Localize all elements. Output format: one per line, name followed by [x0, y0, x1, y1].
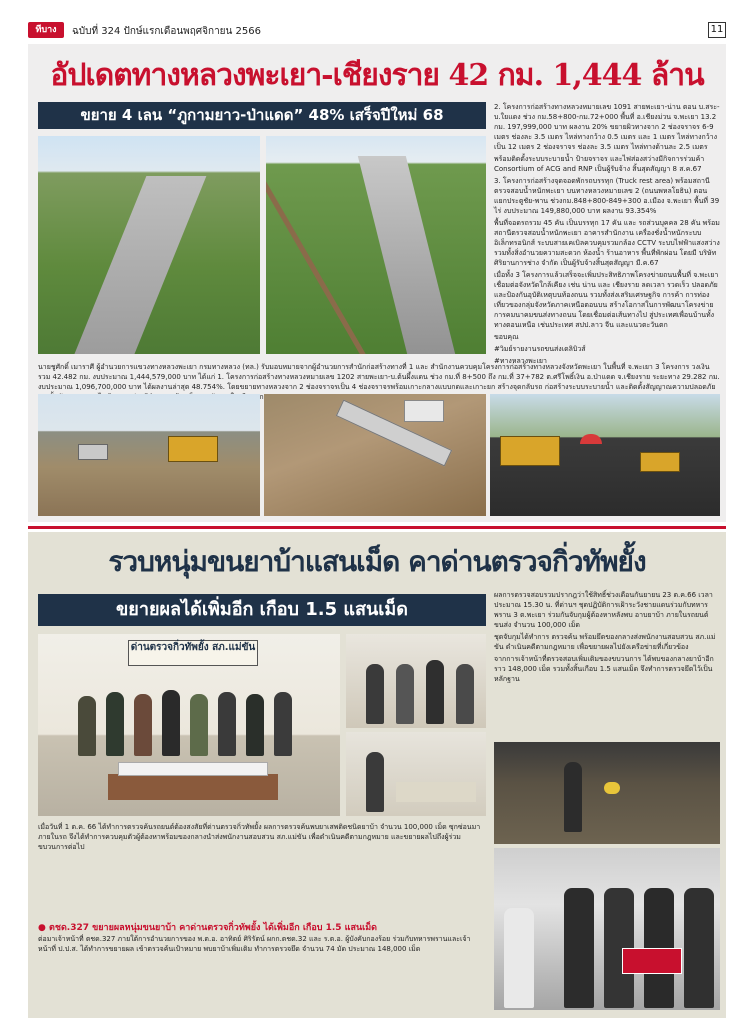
- body-paragraph: พร้อมติดตั้งระบบระบายน้ำ ป้ายจราจร และไฟส่องสว่างมีกิจการร่วมค้า Consortium of ACG and RNP เป็นผู้รับจ้าง สิ้นสุดสัญญา 8 ส.ค.67: [494, 155, 705, 173]
- body-paragraph: 3. โครงการก่อสร้างจุดจอดพักรถบรรทุก (Truck rest area) พร้อมสถานีตรวจสอบน้ำหนักพะเยา บนทางหลวงหมายเลข 2 (ถนนพหลโยธิน) ตอนแยกประตูชัย-พาน ช่วงกม.848+800-849+300 อ.เมือง จ.พะเยา พื้นที่ 39 ไร่ งบประมาณ 149,880,000 บาท ผลงาน 93.354%: [494, 177, 720, 215]
- story-drug-headline: รวบหนุ่มขนยาบ้าแสนเม็ด คาด่านตรวจกิ่วทัพยั้ง: [108, 545, 646, 578]
- page-header: [28, 22, 726, 40]
- issue-line: ฉบับที่ 324 ปักษ์แรกเดือนพฤศจิกายน 2566: [72, 26, 262, 37]
- story-highway-caption: นายชูศักดิ์ เมาราศี ผู้อำนวยการแขวงทางหลวงพะเยา กรมทางหลวง (ทล.) รับมอบหมายจากผู้อำนวยการสำนักก่อสร้างทางที่ 1 และ สำนักงานควบคุมโครงการก่อสร้างทางหลวงจังหวัดพะเยา ในพื้นที่ จ.พะเยา 3 โครงการ วงเงินรวม 42.482 กม. งบประมาณ 1,444,579,000 บาท ได้แก่ 1. โครงการก่อสร้างทางหลวงหมายเลข 1202 สายพะเยา-บ.ต้นผึ้งแดน ช่วง กม.ที่ 8+500 ถึง กม.ที่ 37+782 ต.ศรีโพธิ์เงิน อ.ป่าแดด จ.เชียงราย ระยะทาง 29.282 กม. งบประมาณ 1,096,700,000 บาท ได้ผลงานล่าสุด 48.754%. โดยขยายทางหลวงจาก 2 ช่องจราจรเป็น 4 ช่องจราจรพร้อมเกาะกลางแบบกดและเกาะยก สร้างจุดกลับรถ ก่อสร้างระบบระบายน้ำ และติดตั้งสัญญาณความปลอดภัย: [38, 363, 720, 391]
- body-paragraph: ขอบคุณ: [494, 333, 519, 341]
- roadwork-photo-2: [264, 394, 486, 516]
- section-divider: [28, 526, 726, 529]
- body-paragraph: ผลการตรวจสอบรวมปรากฎว่าใช้สิทธิ์ช่วงเดือนกันยายน 23 ต.ค.66 เวลา ประมาณ 15.30 น. ที่ด่านฯ ชุดปฏิบัติการเฝ้าระวังชายแดนร่วมกับทหารพราน 3 ต.พะเยา ร่วมกันจับกุมผู้ต้องหาหลังพบ อาบยาบ้า ภายในรถยนต์ขนส่ง จำนวน 100,000 เม็ด: [494, 591, 713, 629]
- story-drug-subcaption: ต่อมาเจ้าหน้าที่ ตชด.327 ภายใต้การอำนวยการของ พ.ต.อ. อาทิตย์ ศิริรัตน์ ผกก.ตชด.32 และ ร.ต.อ. ผู้บังคับกองร้อย ร่วมกับทหารพรานและเจ้าหน้าที่ ป.ป.ส. ได้ทำการขยายผล เข้าตรวจค้นเป้าหมาย พบยาบ้าเพิ่มเติม ทำการตรวจยึด จำนวน 74 มัด ประมาณ 148,000 เม็ด: [38, 935, 471, 953]
- story-drug-bust: [28, 532, 726, 1018]
- body-paragraph: เมื่อทั้ง 3 โครงการแล้วเสร็จจะเพิ่มประสิทธิภาพโครงข่ายถนนพื้นที่ จ.พะเยา เชื่อมต่อจังหวัดใกล้เคียง เช่น น่าน และ เชียงราย ลดเวลา รวดเร็ว ปลอดภัย และป้องกันอุบัติเหตุบนท้องถนน รวมทั้งส่งเสริมเศรษฐกิจ การค้า การท่องเที่ยวของกลุ่มจังหวัดภาคเหนือตอนบน สร้างโอกาสในการพัฒนาโครงข่ายการคมนาคมขนส่งทางถนน โดยเชื่อมต่อเส้นทางไป สู่ประเทศเพื่อนบ้านทั้งทางตอนเหนือ เช่นประเทศ สปป.ลาว จีน และแนวตะวันตก: [494, 271, 719, 329]
- body-paragraph: #ทางหลวงพะเยา: [494, 357, 547, 365]
- story-drug-caption: เมื่อวันที่ 1 ต.ค. 66 ได้ทำการตรวจค้นรถยนต์ต้องสงสัยที่ด่านตรวจกิ่วทัพยั้ง ผลการตรวจค้นพบยาเสพติดชนิดยาบ้า จำนวน 100,000 เม็ด ซุกซ่อนมาภายในรถ จึงได้ทำการควบคุมตัวผู้ต้องหาพร้อมของกลางนำส่งพนักงานสอบสวน สภ.แม่ขัน เพื่อดำเนินคดีตามกฎหมาย และขยายผลไปถึงผู้ร่วมขบวนการต่อไป: [38, 823, 481, 851]
- body-paragraph: พื้นที่จอดรถรวม 45 คัน เป็นบรรทุก 17 คัน และ รถส่วนบุคคล 28 คัน พร้อมสถานีตรวจสอบน้ำหนักพะเยา อาคารสำนักงาน เครื่องชั่งน้ำหนักระบบอิเล็กทรอนิกส์ ระบบสายเคเบิลควบคุมรวมกล้อง CCTV ระบบไฟฟ้าแสงสว่าง รวมทั้งสิ่งอำนวยความสะดวก ห้องน้ำ ร้านอาหาร พื้นที่พักผ่อน โดยมี บริษัทศิริยานการช่าง จำกัด เป็นผู้รับจ้างสิ้นสุดสัญญา มี.ค.67: [494, 219, 720, 267]
- body-paragraph: ชุดจับกุมได้ทำการ ตรวจค้น พร้อมยึดของกลางส่งพนักงานสอบสวน สภ.แม่ขัน ดำเนินคดีตามกฎหมาย เพื่อขยายผลไปยังเครือข่ายที่เกี่ยวข้อง: [494, 633, 716, 651]
- roadwork-photo-1: [38, 394, 260, 516]
- page-number: 11: [708, 22, 726, 38]
- roadwork-photo-3: [490, 394, 720, 516]
- story-highway: [28, 44, 726, 522]
- body-paragraph: 2. โครงการก่อสร้างทางหลวงหมายเลข 1091 สายพะเยา-น่าน ตอน บ.สระ-บ.ใยแดง ช่วง กม.58+800-กม.72+000 พื้นที่ อ.เชียงม่วน จ.พะเยา 13.2 กม. 197,999,000 บาท ผลงาน 20% ขยายผิวทางจาก 2 ช่องจราจร 6-9 เมตร ช่องละ 3.5 เมตร ไหล่ทางกว้าง 0.5 เมตร และ 1 เมตร ไหล่ทางกว้างเป็น 12 เมตร 2 ช่องจราจร ช่องละ 3.5 เมตร ไหล่ทางด้านละ 2.5 เมตร: [494, 103, 720, 151]
- body-paragraph: จากการเจ้าหน้าที่ตรวจสอบเพิ่มเติมของขบวนการ ได้พบของกลางยาบ้าอีกราว 148,000 เม็ด รวมทั้งสิ้นเกือบ 1.5 แสนเม็ด จึงทำการตรวจยึดไว้เป็นหลักฐาน: [494, 655, 714, 683]
- arrest-group-photo: [38, 634, 340, 816]
- evidence-photo: [346, 732, 486, 816]
- story-highway-subhead: ขยาย 4 เลน “ภูกามยาว-ป่าแดด” 48% เสร็จปีใหม่ 68: [38, 102, 486, 129]
- story-drug-body: [494, 590, 720, 686]
- story-drug-subhead: ขยายผลได้เพิ่มอีก เกือบ 1.5 แสนเม็ด: [38, 594, 486, 626]
- search-photo: [494, 742, 720, 844]
- suspects-photo: [346, 634, 486, 728]
- newspaper-logo: ทีบาง: [28, 22, 64, 38]
- story-drug-subcaption-head: ● ตชด.327 ขยายผลหนุ่มขนยาบ้า คาด่านตรวจกิ่วทัพยั้ง ได้เพิ่มอีก เกือบ 1.5 แสนเม็ด: [38, 923, 377, 933]
- road-aerial-photo-1: [38, 136, 260, 354]
- checkpoint-banner: ด่านตรวจกิ่วทัพยั้ง สภ.แม่ขัน: [128, 640, 258, 666]
- body-paragraph: #วิมย์รายงานรถขนส่งเดลิบิวส์: [494, 345, 586, 353]
- officers-photo: [494, 848, 720, 1010]
- road-aerial-photo-2: [266, 136, 486, 354]
- story-highway-headline: อัปเดตทางหลวงพะเยา-เชียงราย 42 กม. 1,444 ล้าน: [50, 58, 704, 93]
- story-highway-body: [494, 102, 720, 368]
